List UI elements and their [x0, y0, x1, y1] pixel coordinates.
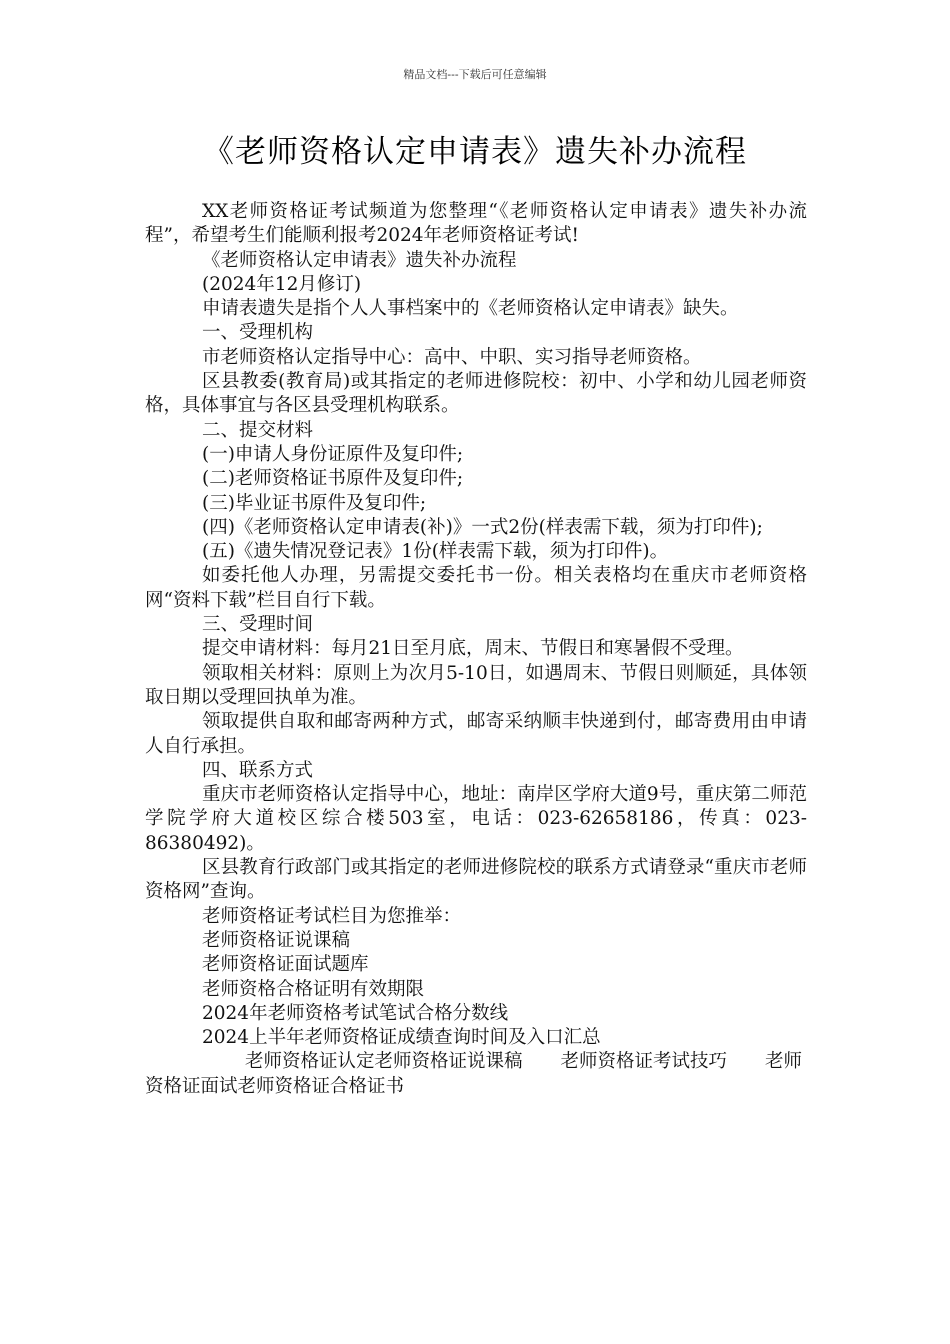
paragraph: 市老师资格认定指导中心：高中、中职、实习指导老师资格。: [202, 346, 702, 368]
tag[interactable]: 老师资格证面试: [145, 1051, 803, 1097]
definition-paragraph: 申请表遗失是指个人人事档案中的《老师资格认定申请表》缺失。: [202, 298, 739, 320]
paragraph: 重庆市老师资格认定指导中心，地址：南岸区学府大道9号，重庆第二师范学院学府大道校区综合楼503室，电话：023-62658186，传真：023-86380492)。: [145, 784, 807, 854]
paragraph: 提交申请材料：每月21日至月底，周末、节假日和寒暑假不受理。: [202, 638, 744, 660]
document-title: 《老师资格认定申请表》遗失补办流程: [203, 134, 747, 170]
list-item: (二)老师资格证书原件及复印件;: [202, 468, 464, 490]
paragraph: 领取相关材料：原则上为次月5-10日，如遇周末、节假日则顺延，具体领取日期以受理回执单为准。: [145, 662, 807, 708]
page-header: 精品文档---下载后可任意编辑: [403, 68, 547, 81]
document-body: [145, 200, 807, 1099]
section-heading-2: 二、提交材料: [202, 419, 314, 441]
paragraph: 区县教育行政部门或其指定的老师进修院校的联系方式请登录“重庆市老师资格网”查询。: [145, 857, 807, 903]
list-item: (三)毕业证书原件及复印件;: [202, 492, 427, 514]
section-heading-4: 四、联系方式: [202, 759, 314, 781]
tag[interactable]: 老师资格证合格证书: [237, 1075, 405, 1097]
list-item: (五)《遗失情况登记表》1份(样表需下载，须为打印件)。: [202, 541, 669, 563]
paragraph: 领取提供自取和邮寄两种方式，邮寄采纳顺丰快递到付，邮寄费用由申请人自行承担。: [145, 711, 807, 757]
tag[interactable]: 老师资格证认定: [245, 1051, 375, 1073]
subtitle: 《老师资格认定申请表》遗失补办流程: [202, 249, 517, 271]
tag[interactable]: 老师资格证考试技巧: [560, 1051, 728, 1073]
paragraph: 区县教委(教育局)或其指定的老师进修院校：初中、小学和幼儿园老师资格，具体事宜与各区县受理机构联系。: [145, 371, 807, 417]
recommend-link[interactable]: 2024年老师资格考试笔试合格分数线: [202, 1002, 509, 1024]
recommend-link[interactable]: 老师资格证说课稿: [202, 929, 351, 951]
tag-list: [145, 1050, 807, 1099]
section-heading-1: 一、受理机构: [202, 322, 314, 344]
list-item: (四)《老师资格认定申请表(补)》一式2份(样表需下载，须为打印件);: [202, 516, 763, 538]
section-heading-3: 三、受理时间: [202, 614, 314, 636]
tag[interactable]: 老师资格证说课稿: [374, 1051, 523, 1073]
list-item: (一)申请人身份证原件及复印件;: [202, 443, 464, 465]
recommend-heading: 老师资格证考试栏目为您推举：: [202, 905, 462, 927]
intro-paragraph: XX老师资格证考试频道为您整理“《老师资格认定申请表》遗失补办流程”，希望考生们能顺利报考2024年老师资格证考试!: [145, 201, 807, 247]
recommend-link[interactable]: 2024上半年老师资格证成绩查询时间及入口汇总: [202, 1027, 601, 1049]
recommend-link[interactable]: 老师资格证面试题库: [202, 954, 369, 976]
paragraph: 如委托他人办理，另需提交委托书一份。相关表格均在重庆市老师资格网“资料下载”栏目自行下载。: [145, 565, 807, 611]
revision-note: (2024年12月修订): [202, 273, 362, 295]
recommend-link[interactable]: 老师资格合格证明有效期限: [202, 978, 425, 1000]
